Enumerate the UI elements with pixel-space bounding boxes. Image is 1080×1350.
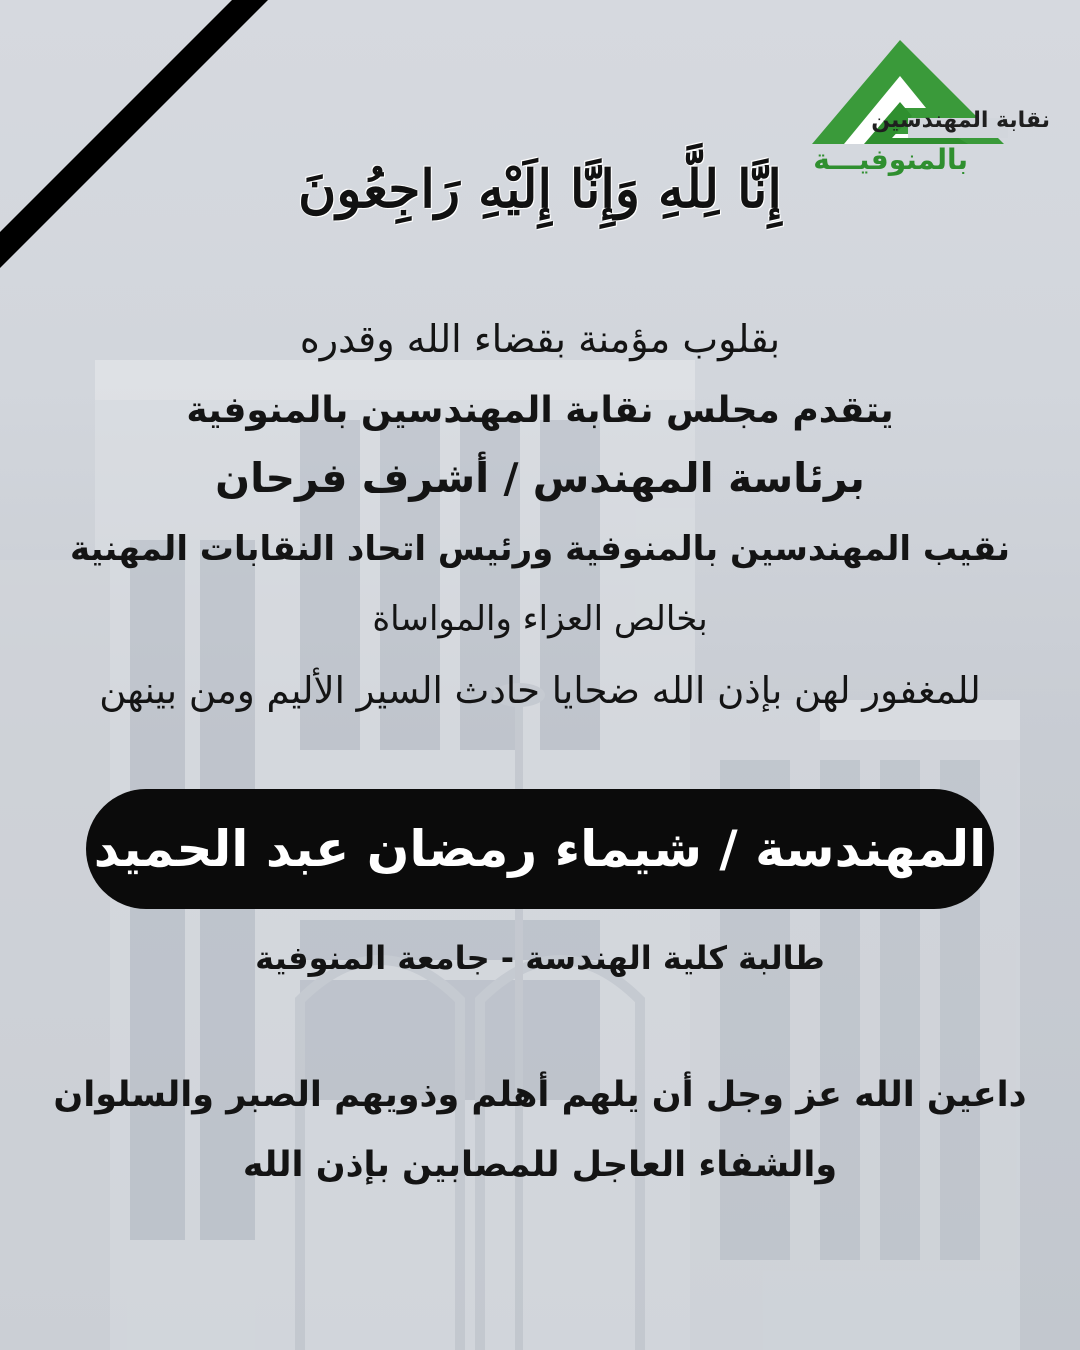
council-line: يتقدم مجلس نقابة المهندسين بالمنوفية (186, 390, 894, 431)
prayer-line-1: داعين الله عز وجل أن يلهم أهلم وذويهم الصبر والسلوان (53, 1075, 1027, 1115)
deceased-name: المهندسة / شيماء رمضان عبد الحميد (93, 820, 987, 878)
chair-title-line: نقيب المهندسين بالمنوفية ورئيس اتحاد النقابات المهنية (69, 529, 1011, 569)
victims-line: للمغفور لهن بإذن الله ضحايا حادث السير الأليم ومن بينهن (99, 669, 981, 712)
deceased-name-banner (86, 789, 994, 909)
mourning-ribbon-icon (0, 0, 280, 280)
logo-city: بالمنوفيـــة (813, 143, 968, 176)
chair-line: برئاسة المهندس / أشرف فرحان (215, 454, 865, 502)
condolence-line: بخالص العزاء والمواساة (372, 599, 708, 639)
prayer-line-2: والشفاء العاجل للمصابين بإذن الله (242, 1145, 838, 1185)
logo-name: نقابة المهندسين (871, 108, 1050, 133)
deceased-description: طالبة كلية الهندسة - جامعة المنوفية (255, 939, 825, 977)
intro-line: بقلوب مؤمنة بقضاء الله وقدره (299, 317, 781, 361)
quran-verse-calligraphy: إِنَّا لِلَّهِ وَإِنَّا إِلَيْهِ رَاجِعُونَ (298, 159, 782, 220)
engineers-syndicate-logo (808, 36, 1058, 186)
